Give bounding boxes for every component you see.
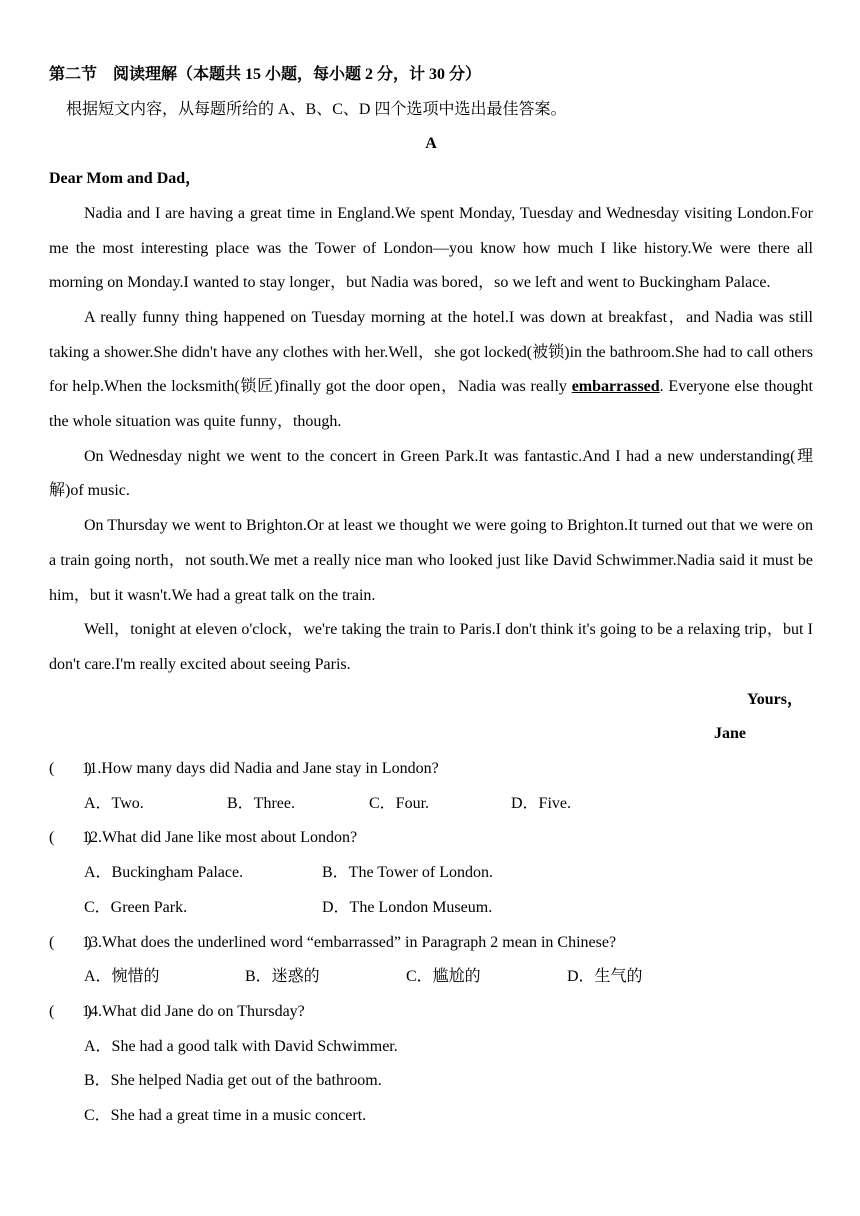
answer-blank[interactable]: ( ) <box>49 760 92 778</box>
option-a[interactable]: A．Buckingham Palace. <box>84 864 244 882</box>
question-12-options-row-1 <box>49 856 813 891</box>
paragraph-2-text-after: . Everyone else thought the whole situation was quite funny，though. <box>49 378 813 431</box>
question-stem: 14.What did Jane do on Thursday? <box>82 1002 305 1020</box>
option-b[interactable]: B．The Tower of London. <box>322 864 494 882</box>
option-b[interactable]: B．She helped Nadia get out of the bathroom. <box>84 1072 382 1090</box>
paragraph-2 <box>49 301 813 440</box>
paragraph-1: Nadia and I are having a great time in England.We spent Monday, Tuesday and Wednesday visiting London.For me the most interesting place was the Tower of London—you know how much I like history.We were there all morning on Monday.I wanted to stay longer，but Nadia was bored，so we left and went to Buckingham Palace. <box>49 204 813 292</box>
option-b[interactable]: B．Three. <box>227 794 295 812</box>
paragraph-5: Well，tonight at eleven o'clock，we're taking the train to Paris.I don't think it's going to be a relaxing trip，but I don't care.I'm really excited about seeing Paris. <box>49 621 813 673</box>
option-b[interactable]: B．迷惑的 <box>245 968 320 986</box>
answer-blank[interactable]: ( ) <box>49 829 92 847</box>
option-d[interactable]: D．The London Museum. <box>322 898 493 916</box>
option-c[interactable]: C．Green Park. <box>84 898 188 916</box>
question-11 <box>49 752 813 787</box>
passage-label: A <box>425 135 437 153</box>
paragraph-3: On Wednesday night we went to the concert in Green Park.It was fantastic.And I had a new understanding(理解)of music. <box>49 447 813 500</box>
question-stem: 13.What does the underlined word “embarrassed” in Paragraph 2 mean in Chinese? <box>82 933 617 951</box>
option-c[interactable]: C．She had a great time in a music concert. <box>84 1107 367 1125</box>
option-a[interactable]: A．She had a good talk with David Schwimmer. <box>84 1037 398 1055</box>
section-instruction: 根据短文内容，从每题所给的 A、B、C、D 四个选项中选出最佳答案。 <box>66 100 567 118</box>
option-a[interactable]: A．Two. <box>84 794 144 812</box>
answer-blank[interactable]: ( ) <box>49 933 92 951</box>
section-title: 第二节 阅读理解（本题共 15 小题，每小题 2 分，计 30 分） <box>49 66 482 83</box>
option-d[interactable]: D．Five. <box>511 794 572 812</box>
question-12 <box>49 821 813 856</box>
question-14 <box>49 995 813 1030</box>
option-d[interactable]: D．生气的 <box>567 968 643 986</box>
option-c[interactable]: C．Four. <box>369 794 430 812</box>
question-13-options <box>49 960 813 995</box>
letter-greeting: Dear Mom and Dad， <box>49 170 202 188</box>
letter-signature: Jane <box>714 725 746 743</box>
answer-blank[interactable]: ( ) <box>49 1002 92 1020</box>
question-12-options-row-2 <box>49 891 813 926</box>
letter-closing: Yours， <box>746 690 803 708</box>
question-13 <box>49 926 813 961</box>
paragraph-4: On Thursday we went to Brighton.Or at least we thought we were going to Brighton.It turned out that we were on a train going north，not south.We met a really nice man who looked just like David Schwimmer.Nadia said it must be him，but it wasn't.We had a great talk on the train. <box>49 517 813 604</box>
paragraph-2-text-before: A really funny thing happened on Tuesday morning at the hotel.I was down at breakfast，and Nadia was still taking a shower.She didn't have any clothes with her.Well，she got locked(被锁)in the bathroom.She had to call others for help.When the locksmith(锁匠)finally got the door open，Nadia was really <box>49 308 813 396</box>
option-c[interactable]: C．尴尬的 <box>406 968 481 986</box>
question-stem: 12.What did Jane like most about London? <box>82 829 358 847</box>
option-a[interactable]: A．惋惜的 <box>84 968 160 986</box>
underlined-word: embarrassed <box>571 378 660 396</box>
question-11-options <box>49 787 813 822</box>
question-stem: 11.How many days did Nadia and Jane stay in London? <box>82 760 439 778</box>
